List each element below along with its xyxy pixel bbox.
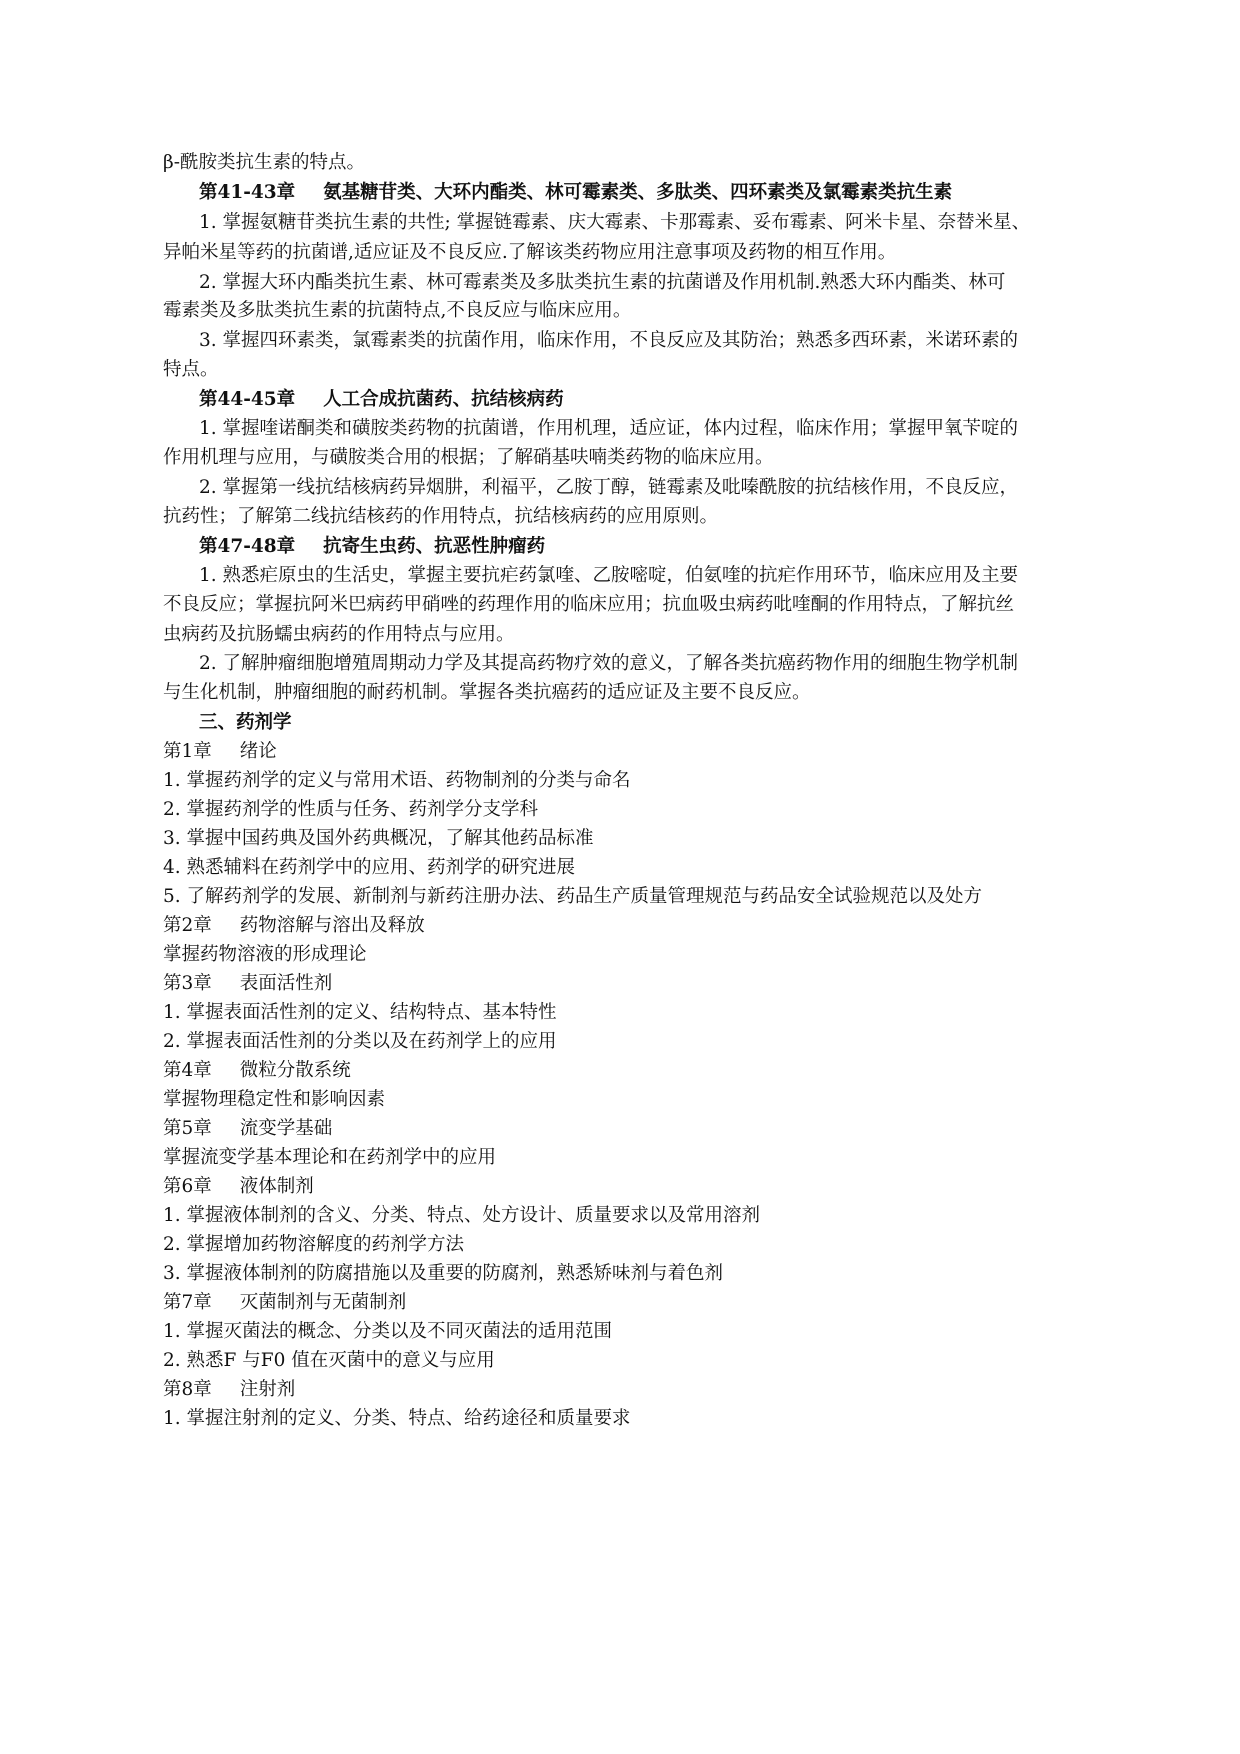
text-line: 1. 掌握液体制剂的含义、分类、特点、处方设计、质量要求以及常用溶剂 <box>163 1205 761 1226</box>
text-line: 2. 掌握第一线抗结核病药异烟肼，利福平，乙胺丁醇，链霉素及吡嗪酰胺的抗结核作用，不良反应， <box>199 477 1019 498</box>
text-line: 1. 掌握表面活性剂的定义、结构特点、基本特性 <box>163 1002 557 1023</box>
text-line: 3. 掌握液体制剂的防腐措施以及重要的防腐剂，熟悉矫味剂与着色剂 <box>163 1263 724 1284</box>
text-line: 特点。 <box>163 359 219 380</box>
chapter-heading: 第4章 微粒分散系统 <box>163 1060 351 1081</box>
text-line: 1. 掌握氨糖苷类抗生素的共性; 掌握链霉素、庆大霉素、卡那霉素、妥布霉素、阿米卡星、奈替米星、 <box>199 212 1031 233</box>
text-line: 2. 掌握药剂学的性质与任务、药剂学分支学科 <box>163 799 539 820</box>
text-line: 作用机理与应用，与磺胺类合用的根据；了解硝基呋喃类药物的临床应用。 <box>163 447 774 468</box>
text-line: 2. 掌握增加药物溶解度的药剂学方法 <box>163 1234 465 1255</box>
text-line: 与生化机制，肿瘤细胞的耐药机制。掌握各类抗癌药的适应证及主要不良反应。 <box>163 682 811 703</box>
chapter-heading: 第7章 灭菌制剂与无菌制剂 <box>163 1292 407 1313</box>
text-line: 2. 掌握表面活性剂的分类以及在药剂学上的应用 <box>163 1031 557 1052</box>
text-line: 1. 掌握灭菌法的概念、分类以及不同灭菌法的适用范围 <box>163 1321 613 1342</box>
text-line: 掌握流变学基本理论和在药剂学中的应用 <box>163 1147 497 1168</box>
chapter-heading: 第5章 流变学基础 <box>163 1118 333 1139</box>
text-line: 3. 掌握四环素类，氯霉素类的抗菌作用，临床作用，不良反应及其防治；熟悉多西环素，米诺环素的 <box>199 330 1019 351</box>
section-heading: 三、药剂学 <box>199 712 292 733</box>
text-line: 异帕米星等药的抗菌谱,适应证及不良反应.了解该类药物应用注意事项及药物的相互作用。 <box>163 242 897 263</box>
chapter-heading: 第41-43章 氨基糖苷类、大环内酯类、林可霉素类、多肽类、四环素类及氯霉素类抗生素 <box>199 182 953 203</box>
chapter-heading: 第44-45章 人工合成抗菌药、抗结核病药 <box>199 389 564 410</box>
text-line: 1. 掌握喹诺酮类和磺胺类药物的抗菌谱，作用机理，适应证，体内过程，临床作用；掌握甲氧苄啶的 <box>199 418 1019 439</box>
chapter-heading: 第1章 绪论 <box>163 741 277 762</box>
chapter-heading: 第6章 液体制剂 <box>163 1176 314 1197</box>
text-line: 霉素类及多肽类抗生素的抗菌特点,不良反应与临床应用。 <box>163 300 632 321</box>
text-line: 1. 掌握药剂学的定义与常用术语、药物制剂的分类与命名 <box>163 770 631 791</box>
text-line: 虫病药及抗肠蠕虫病药的作用特点与应用。 <box>163 624 515 645</box>
text-line: 不良反应；掌握抗阿米巴病药甲硝唑的药理作用的临床应用；抗血吸虫病药吡喹酮的作用特点，了解抗丝 <box>163 594 1015 615</box>
text-line: 1. 掌握注射剂的定义、分类、特点、给药途径和质量要求 <box>163 1408 631 1429</box>
text-line: 抗药性；了解第二线抗结核药的作用特点，抗结核病药的应用原则。 <box>163 506 719 527</box>
text-line: 5. 了解药剂学的发展、新制剂与新药注册办法、药品生产质量管理规范与药品安全试验规范以及处方 <box>163 886 983 907</box>
text-line: 2. 掌握大环内酯类抗生素、林可霉素类及多肽类抗生素的抗菌谱及作用机制.熟悉大环内酯类、林可 <box>199 272 1006 293</box>
text-line: 掌握药物溶液的形成理论 <box>163 944 367 965</box>
chapter-heading: 第2章 药物溶解与溶出及释放 <box>163 915 425 936</box>
text-line: β-酰胺类抗生素的特点。 <box>163 152 365 173</box>
chapter-heading: 第3章 表面活性剂 <box>163 973 333 994</box>
text-line: 3. 掌握中国药典及国外药典概况，了解其他药品标准 <box>163 828 594 849</box>
text-line: 掌握物理稳定性和影响因素 <box>163 1089 386 1110</box>
text-line: 1. 熟悉疟原虫的生活史，掌握主要抗疟药氯喹、乙胺嘧啶，伯氨喹的抗疟作用环节，临床应用及主要 <box>199 565 1019 586</box>
text-line: 2. 熟悉F 与F0 值在灭菌中的意义与应用 <box>163 1350 495 1371</box>
chapter-heading: 第8章 注射剂 <box>163 1379 296 1400</box>
text-line: 4. 熟悉辅料在药剂学中的应用、药剂学的研究进展 <box>163 857 576 878</box>
text-line: 2. 了解肿瘤细胞增殖周期动力学及其提高药物疗效的意义，了解各类抗癌药物作用的细胞生物学机制 <box>199 653 1019 674</box>
chapter-heading: 第47-48章 抗寄生虫药、抗恶性肿瘤药 <box>199 536 546 557</box>
